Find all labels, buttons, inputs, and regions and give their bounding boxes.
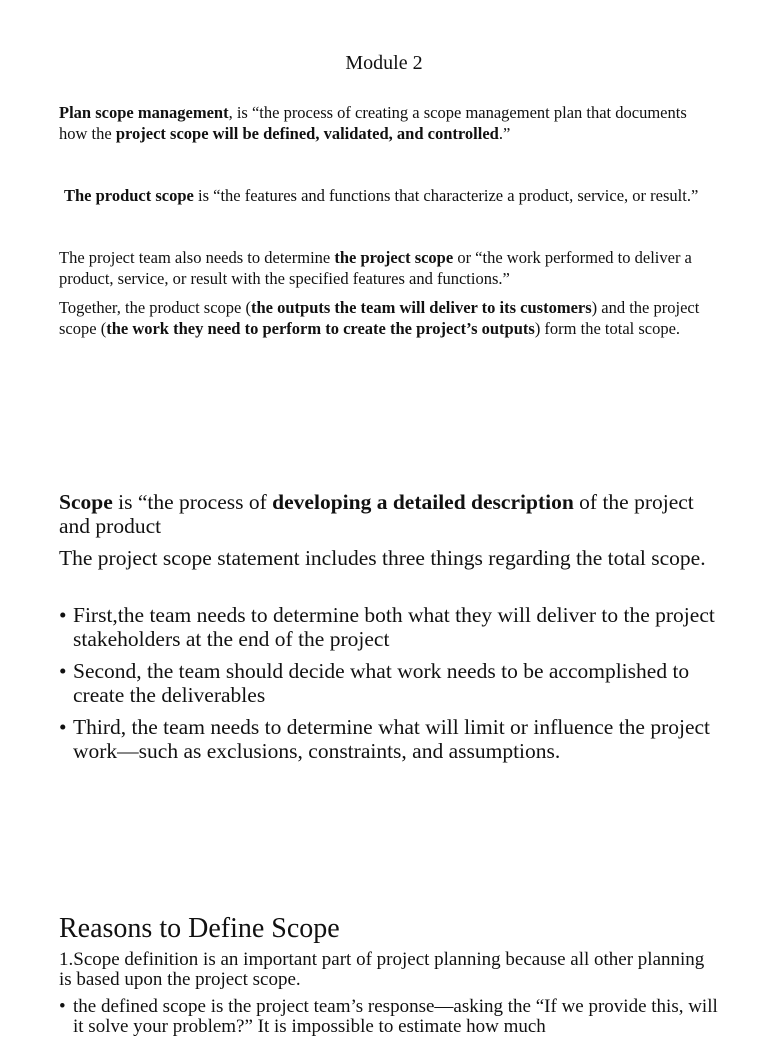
paragraph-text: of the project and product — [59, 490, 694, 538]
paragraph-text: The project team also needs to determine — [59, 248, 335, 267]
term-scope: Scope — [59, 490, 113, 514]
bullet-text: First,the team needs to determine both what they will deliver to the project stakeholders at the end of the project — [73, 603, 715, 651]
paragraph-text: Together, the product scope ( — [59, 298, 251, 317]
paragraph-text: or “the work performed to deliver a product, service, or result with the specified features and functions.” — [59, 248, 692, 288]
scope-definition-paragraph — [59, 490, 719, 538]
bullet-marker: • — [59, 659, 67, 683]
project-scope-paragraph — [59, 247, 719, 289]
bullet-marker: • — [59, 715, 67, 739]
paragraph-text: ) form the total scope. — [534, 319, 681, 338]
bullet-text: the defined scope is the project team’s response—asking the “If we provide this, will it solve your problem?” It is impossible to estimate how much — [73, 996, 718, 1037]
bullet-item — [59, 603, 719, 651]
total-scope-paragraph — [59, 297, 719, 339]
product-scope-paragraph — [59, 185, 719, 206]
paragraph-text: .” — [498, 124, 511, 143]
term-product-scope: The product scope — [64, 186, 194, 205]
reason-paragraph: 1.Scope definition is an important part of project planning because all other planning is based upon the project scope. — [59, 949, 705, 990]
paragraph-text: is “the process of — [112, 490, 273, 514]
plan-scope-management-paragraph — [59, 102, 719, 144]
term-plan-scope-management: Plan scope management — [59, 103, 229, 122]
paragraph-text: is “the features and functions that characterize a product, service, or result.” — [193, 186, 699, 205]
bullet-item — [59, 715, 719, 763]
bullet-marker: • — [59, 996, 66, 1017]
bullet-text: Second, the team should decide what work needs to be accomplished to create the deliverables — [73, 659, 690, 707]
scope-statement-paragraph: The project scope statement includes three things regarding the total scope. — [59, 546, 706, 570]
emphasis-text: the work they need to perform to create the project’s outputs — [106, 319, 535, 338]
emphasis-text: developing a detailed description — [272, 490, 574, 514]
bullet-text: Third, the team needs to determine what will limit or influence the project work—such as exclusions, constraints, and assumptions. — [73, 715, 711, 763]
emphasis-text: project scope will be defined, validated, and controlled — [115, 124, 499, 143]
bullet-item — [59, 997, 719, 1037]
paragraph-text: ) and the project scope ( — [59, 298, 700, 338]
term-project-scope: the project scope — [334, 248, 454, 267]
paragraph-text: , is “the process of creating a scope management plan that documents how the — [59, 103, 687, 143]
bullet-marker: • — [59, 603, 67, 627]
emphasis-text: the outputs the team will deliver to its customers — [251, 298, 592, 317]
page-title: Module 2 — [345, 52, 423, 74]
reasons-heading: Reasons to Define Scope — [59, 913, 340, 944]
bullet-item — [59, 659, 719, 707]
